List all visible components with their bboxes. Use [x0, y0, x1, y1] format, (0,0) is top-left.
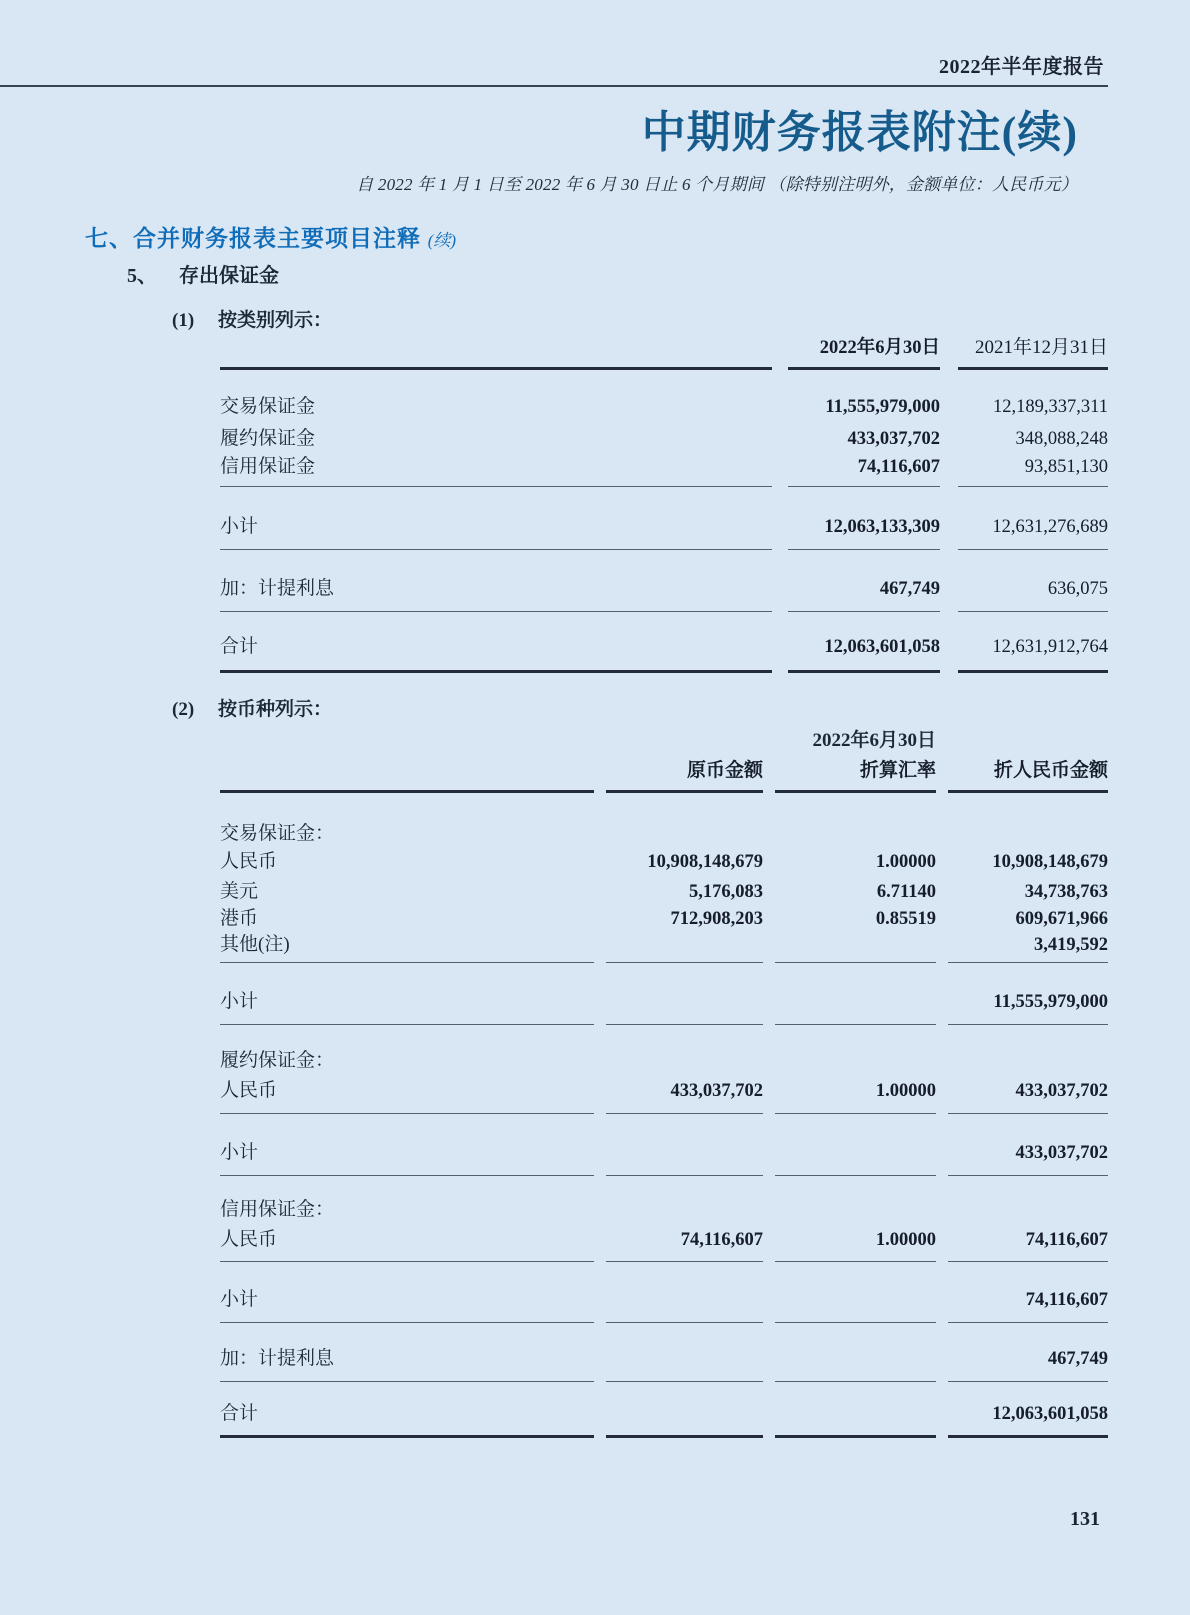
original-amount: [606, 932, 763, 963]
row-label: 信用保证金: [220, 454, 772, 487]
subsection-1-heading: [172, 305, 332, 332]
page-number: 131: [1070, 1508, 1100, 1530]
report-title-header: 2022年半年度报告: [939, 56, 1104, 78]
group-label-row: [220, 1025, 1108, 1078]
row-label: 人民币: [220, 851, 278, 872]
subsection-2-title: 按币种列示：: [218, 699, 333, 720]
rmb-amount: 3,419,592: [948, 932, 1108, 963]
exchange-rate: 1.00000: [775, 1078, 936, 1114]
row-label: 其他(注): [220, 932, 594, 963]
table-header-row: [220, 758, 1108, 793]
row-label: 交易保证金：: [220, 823, 335, 844]
table-by-category: [220, 330, 1108, 673]
row-label: 交易保证金: [220, 396, 316, 417]
section-heading-suffix: (续): [427, 231, 457, 250]
value-2022: 11,555,979,000: [825, 397, 940, 417]
rmb-amount: 433,037,702: [948, 1114, 1108, 1176]
page-title: 中期财务报表附注(续): [641, 108, 1078, 157]
row-label: 小计: [220, 487, 772, 550]
row-label: 美元: [220, 881, 259, 902]
column-header-2022: 2022年6月30日: [788, 330, 940, 370]
row-label: 人民币: [220, 1078, 594, 1114]
exchange-rate: 6.71140: [876, 882, 936, 902]
subsection-1-title: 按类别列示：: [218, 310, 333, 331]
exchange-rate: [775, 932, 936, 963]
row-label: 人民币: [220, 1227, 594, 1262]
subtotal-row: [220, 963, 1108, 1025]
value-2022: 467,749: [788, 550, 940, 612]
section-heading: [85, 220, 456, 253]
currency-row: [220, 847, 1108, 877]
rmb-amount: 74,116,607: [948, 1227, 1108, 1262]
row-label: 履约保证金: [220, 428, 316, 449]
exchange-rate: 1.00000: [775, 1227, 936, 1262]
currency-row: [220, 905, 1108, 932]
currency-row: [220, 932, 1108, 963]
row-label: 小计: [220, 963, 594, 1025]
header-rule: [0, 85, 1108, 87]
page-subtitle: 自 2022 年 1 月 1 日至 2022 年 6 月 30 日止 6 个月期间 （除特别注明外，金额单位：人民币元）: [356, 175, 1078, 194]
value-2022: 12,063,601,058: [788, 612, 940, 673]
note-item-title: 存出保证金: [179, 265, 279, 287]
row-label: 合计: [220, 612, 772, 673]
date-header: 2022年6月30日: [812, 730, 936, 751]
currency-row: [220, 1227, 1108, 1262]
subtotal-row: [220, 1114, 1108, 1176]
table-row: [220, 454, 1108, 487]
original-amount: 74,116,607: [606, 1227, 763, 1262]
original-amount: 5,176,083: [689, 882, 763, 902]
value-2022: 74,116,607: [788, 454, 940, 487]
interest-row: [220, 550, 1108, 612]
table-row: [220, 370, 1108, 426]
value-2021: 93,851,130: [958, 454, 1108, 487]
column-header-rmb: 折人民币金额: [948, 758, 1108, 793]
subtotal-row: [220, 487, 1108, 550]
rmb-amount: 609,671,966: [1015, 909, 1108, 929]
exchange-rate: 1.00000: [875, 852, 936, 872]
row-label: 信用保证金：: [220, 1199, 335, 1220]
row-label: 合计: [220, 1382, 594, 1438]
value-2022: 433,037,702: [847, 429, 940, 449]
rmb-amount: 11,555,979,000: [948, 963, 1108, 1025]
value-2021: 12,189,337,311: [993, 397, 1108, 417]
row-label: 履约保证金：: [220, 1050, 335, 1071]
row-label: 加：计提利息: [220, 1323, 594, 1382]
subsection-2-number: (2): [172, 699, 195, 720]
column-header-original: 原币金额: [606, 758, 763, 793]
value-2021: 636,075: [958, 550, 1108, 612]
row-label: 小计: [220, 1262, 594, 1323]
rmb-amount: 467,749: [948, 1323, 1108, 1382]
interest-row: [220, 1323, 1108, 1382]
section-heading-text: 七、合并财务报表主要项目注释: [85, 226, 421, 251]
column-header-2021: 2021年12月31日: [958, 330, 1108, 370]
group-label-row: [220, 1176, 1108, 1227]
rmb-amount: 10,908,148,679: [992, 852, 1108, 872]
original-amount: 433,037,702: [606, 1078, 763, 1114]
rmb-amount: 433,037,702: [948, 1078, 1108, 1114]
value-2021: 12,631,912,764: [958, 612, 1108, 673]
column-header-rate: 折算汇率: [775, 758, 936, 793]
value-2021: 12,631,276,689: [958, 487, 1108, 550]
table-by-currency: [220, 710, 1108, 1438]
total-row: [220, 612, 1108, 673]
subtotal-row: [220, 1262, 1108, 1323]
row-label: 小计: [220, 1114, 594, 1176]
group-label-row: [220, 793, 1108, 847]
note-item-number: 5、: [127, 265, 157, 287]
table-row: [220, 426, 1108, 454]
rmb-amount: 34,738,763: [1024, 882, 1108, 902]
currency-row: [220, 877, 1108, 905]
table-header-row: [220, 330, 1108, 370]
row-label: 港币: [220, 908, 259, 929]
value-2022: 12,063,133,309: [788, 487, 940, 550]
row-label: 加：计提利息: [220, 550, 772, 612]
currency-row: [220, 1078, 1108, 1114]
rmb-amount: 12,063,601,058: [948, 1382, 1108, 1438]
total-row: [220, 1382, 1108, 1438]
value-2021: 348,088,248: [1015, 429, 1108, 449]
subsection-1-number: (1): [172, 310, 195, 331]
original-amount: 712,908,203: [670, 909, 763, 929]
exchange-rate: 0.85519: [875, 909, 936, 929]
date-header-row: [220, 710, 1108, 758]
rmb-amount: 74,116,607: [948, 1262, 1108, 1323]
note-item-5: [127, 259, 279, 288]
original-amount: 10,908,148,679: [647, 852, 763, 872]
